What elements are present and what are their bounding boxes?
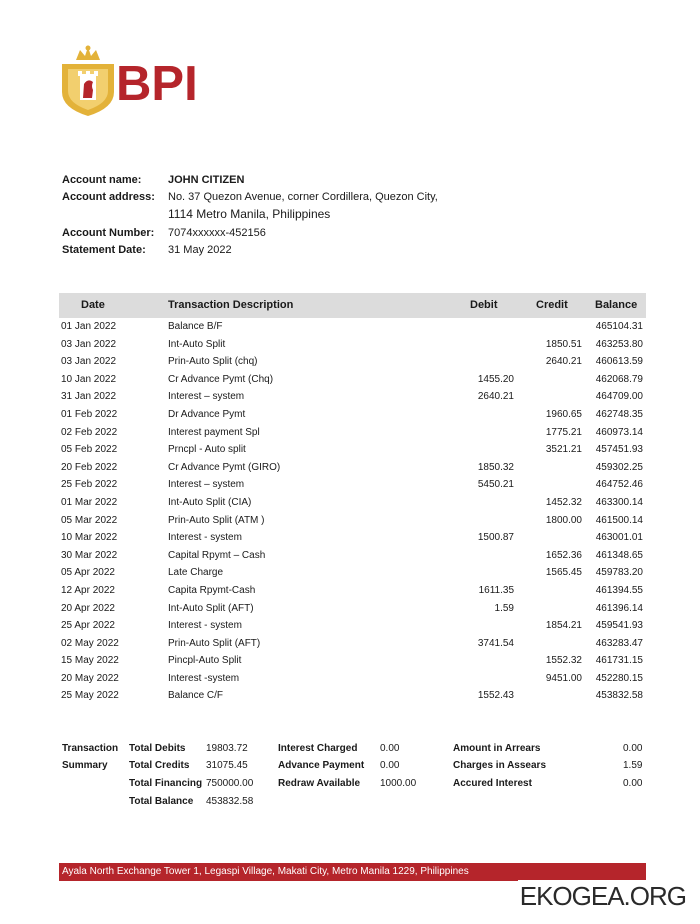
row-balance: 463001.01 bbox=[595, 532, 643, 544]
table-row bbox=[59, 687, 646, 705]
row-credit: 3521.21 bbox=[545, 444, 582, 456]
row-credit: 1800.00 bbox=[545, 514, 582, 526]
table-row bbox=[59, 424, 646, 442]
account-number-label: Account Number: bbox=[62, 227, 155, 239]
row-description: Cr Advance Pymt (GIRO) bbox=[168, 461, 281, 473]
table-row bbox=[59, 459, 646, 477]
table-row bbox=[59, 512, 646, 530]
watermark: EKOGEA.ORG bbox=[519, 881, 686, 911]
row-date: 01 Feb 2022 bbox=[61, 408, 118, 420]
table-row bbox=[59, 635, 646, 653]
row-balance: 465104.31 bbox=[595, 321, 643, 332]
amount-in-arrears-value: 0.00 bbox=[623, 743, 643, 754]
header-description: Transaction Description bbox=[168, 299, 294, 311]
row-date: 02 May 2022 bbox=[61, 637, 119, 649]
row-balance: 463253.80 bbox=[595, 338, 643, 350]
redraw-available-value: 1000.00 bbox=[380, 778, 417, 789]
table-row bbox=[59, 564, 646, 582]
advance-payment-value: 0.00 bbox=[380, 760, 400, 771]
row-credit: 9451.00 bbox=[545, 672, 582, 684]
row-credit: 1850.51 bbox=[545, 338, 582, 350]
row-date: 05 Feb 2022 bbox=[61, 444, 118, 456]
interest-charged-label: Interest Charged bbox=[278, 743, 358, 754]
row-date: 31 Jan 2022 bbox=[61, 391, 117, 403]
total-credits-label: Total Credits bbox=[129, 760, 190, 771]
row-balance: 461394.55 bbox=[595, 584, 643, 596]
row-debit: 1.59 bbox=[494, 602, 514, 614]
row-date: 20 May 2022 bbox=[61, 672, 119, 684]
row-date: 25 May 2022 bbox=[61, 690, 119, 702]
row-balance: 459783.20 bbox=[595, 567, 643, 579]
row-description: Pincpl-Auto Split bbox=[168, 655, 242, 667]
total-financing-value: 750000.00 bbox=[206, 778, 254, 789]
statement-date: 31 May 2022 bbox=[168, 244, 232, 256]
table-row bbox=[59, 494, 646, 512]
row-description: Int-Auto Split (CIA) bbox=[168, 496, 252, 508]
row-balance: 453832.58 bbox=[595, 690, 643, 702]
row-date: 10 Jan 2022 bbox=[61, 373, 117, 385]
row-date: 10 Mar 2022 bbox=[61, 532, 118, 544]
row-date: 25 Apr 2022 bbox=[61, 620, 115, 632]
row-balance: 460613.59 bbox=[595, 356, 643, 368]
row-description: Interest – system bbox=[168, 391, 245, 403]
accured-interest-label: Accured Interest bbox=[453, 778, 532, 789]
row-description: Int-Auto Split (AFT) bbox=[168, 602, 254, 614]
row-credit: 1854.21 bbox=[545, 620, 582, 632]
row-debit: 1455.20 bbox=[477, 373, 514, 385]
row-date: 30 Mar 2022 bbox=[61, 549, 118, 561]
row-balance: 463300.14 bbox=[595, 496, 643, 508]
row-balance: 457451.93 bbox=[595, 444, 643, 456]
row-balance: 461731.15 bbox=[595, 655, 643, 667]
row-credit: 1652.36 bbox=[545, 549, 582, 561]
row-date: 03 Jan 2022 bbox=[61, 338, 117, 350]
total-balance-value: 453832.58 bbox=[206, 796, 254, 807]
table-row bbox=[59, 441, 646, 459]
row-date: 20 Apr 2022 bbox=[61, 602, 115, 614]
amount-in-arrears-label: Amount in Arrears bbox=[453, 743, 541, 754]
total-financing-label: Total Financing bbox=[129, 778, 203, 789]
row-balance: 462068.79 bbox=[595, 373, 643, 385]
table-row bbox=[59, 529, 646, 547]
row-credit: 2640.21 bbox=[545, 356, 582, 368]
row-credit: 1452.32 bbox=[545, 496, 582, 508]
brand-name: BPI bbox=[116, 57, 198, 111]
table-row bbox=[59, 582, 646, 600]
row-balance: 459302.25 bbox=[595, 461, 643, 473]
table-row bbox=[59, 388, 646, 406]
row-description: Interest - system bbox=[168, 532, 242, 544]
table-row bbox=[59, 353, 646, 371]
row-description: Interest – system bbox=[168, 479, 245, 491]
table-row bbox=[59, 336, 646, 354]
row-date: 01 Jan 2022 bbox=[61, 321, 117, 332]
row-balance: 462748.35 bbox=[595, 408, 643, 420]
row-date: 02 Feb 2022 bbox=[61, 426, 118, 438]
row-balance: 460973.14 bbox=[595, 426, 643, 438]
bpi-crest-icon bbox=[58, 44, 118, 118]
account-address-line2: 1114 Metro Manila, Philippines bbox=[168, 207, 331, 221]
table-row bbox=[59, 547, 646, 565]
row-date: 12 Apr 2022 bbox=[61, 584, 115, 596]
table-row bbox=[59, 371, 646, 389]
row-description: Prin-Auto Split (AFT) bbox=[168, 637, 261, 649]
row-debit: 1552.43 bbox=[477, 690, 514, 702]
table-row bbox=[59, 406, 646, 424]
header-debit: Debit bbox=[470, 299, 498, 311]
row-debit: 3741.54 bbox=[477, 637, 514, 649]
row-debit: 2640.21 bbox=[477, 391, 514, 403]
table-row bbox=[59, 600, 646, 618]
row-date: 05 Mar 2022 bbox=[61, 514, 118, 526]
row-date: 01 Mar 2022 bbox=[61, 496, 118, 508]
row-description: Balance C/F bbox=[168, 690, 224, 702]
summary-title-line1: Transaction bbox=[62, 743, 119, 754]
account-name-label: Account name: bbox=[62, 174, 142, 186]
header-date: Date bbox=[81, 299, 105, 311]
row-balance: 452280.15 bbox=[595, 672, 643, 684]
total-credits-value: 31075.45 bbox=[206, 760, 248, 771]
row-balance: 464709.00 bbox=[595, 391, 643, 403]
table-row bbox=[59, 670, 646, 688]
row-date: 03 Jan 2022 bbox=[61, 356, 117, 368]
interest-charged-value: 0.00 bbox=[380, 743, 400, 754]
row-date: 20 Feb 2022 bbox=[61, 461, 118, 473]
header-credit: Credit bbox=[536, 299, 568, 311]
account-address-line1: No. 37 Quezon Avenue, corner Cordillera, Quezon City, bbox=[168, 191, 438, 203]
row-description: Cr Advance Pymt (Chq) bbox=[168, 373, 274, 385]
total-debits-value: 19803.72 bbox=[206, 743, 248, 754]
row-date: 05 Apr 2022 bbox=[61, 567, 115, 579]
table-row bbox=[59, 617, 646, 635]
transactions-table bbox=[59, 318, 646, 705]
statement-date-label: Statement Date: bbox=[62, 244, 146, 256]
account-address-label: Account address: bbox=[62, 191, 155, 203]
row-description: Balance B/F bbox=[168, 321, 223, 332]
redraw-available-label: Redraw Available bbox=[278, 778, 361, 789]
header-balance: Balance bbox=[595, 299, 638, 311]
row-description: Interest -system bbox=[168, 672, 240, 684]
total-debits-label: Total Debits bbox=[129, 743, 186, 754]
row-description: Prin-Auto Split (chq) bbox=[168, 356, 258, 368]
row-balance: 461500.14 bbox=[595, 514, 643, 526]
account-number: 7074xxxxxx-452156 bbox=[168, 227, 266, 239]
row-date: 15 May 2022 bbox=[61, 655, 119, 667]
summary-title-line2: Summary bbox=[62, 760, 108, 771]
footer-address: Ayala North Exchange Tower 1, Legaspi Village, Makati City, Metro Manila 1229, Philippines bbox=[62, 866, 469, 877]
row-balance: 461348.65 bbox=[595, 549, 643, 561]
row-balance: 464752.46 bbox=[595, 479, 643, 491]
row-debit: 1611.35 bbox=[478, 584, 514, 596]
charges-in-arrears-label: Charges in Assears bbox=[453, 760, 547, 771]
row-balance: 463283.47 bbox=[595, 637, 643, 649]
row-description: Prncpl - Auto split bbox=[168, 444, 246, 456]
row-description: Prin-Auto Split (ATM ) bbox=[168, 514, 265, 526]
row-credit: 1960.65 bbox=[545, 408, 582, 420]
table-row bbox=[59, 476, 646, 494]
row-description: Capita Rpymt-Cash bbox=[168, 584, 256, 596]
row-debit: 1500.87 bbox=[477, 532, 514, 544]
row-balance: 461396.14 bbox=[595, 602, 643, 614]
charges-in-arrears-value: 1.59 bbox=[623, 760, 643, 771]
row-description: Interest payment Spl bbox=[168, 426, 260, 438]
accured-interest-value: 0.00 bbox=[623, 778, 643, 789]
row-date: 25 Feb 2022 bbox=[61, 479, 118, 491]
row-debit: 1850.32 bbox=[477, 461, 514, 473]
transactions-header bbox=[59, 293, 646, 318]
row-credit: 1775.21 bbox=[545, 426, 582, 438]
row-credit: 1552.32 bbox=[545, 655, 582, 667]
row-description: Interest - system bbox=[168, 620, 242, 632]
account-name: JOHN CITIZEN bbox=[168, 174, 245, 186]
row-description: Int-Auto Split bbox=[168, 338, 226, 350]
advance-payment-label: Advance Payment bbox=[278, 760, 365, 771]
table-row bbox=[59, 652, 646, 670]
row-credit: 1565.45 bbox=[545, 567, 582, 579]
footer-bar bbox=[59, 863, 646, 881]
total-balance-label: Total Balance bbox=[129, 796, 194, 807]
row-description: Late Charge bbox=[168, 567, 224, 579]
row-balance: 459541.93 bbox=[595, 620, 643, 632]
table-row bbox=[59, 318, 646, 336]
row-description: Capital Rpymt – Cash bbox=[168, 549, 266, 561]
row-description: Dr Advance Pymt bbox=[168, 408, 246, 420]
row-debit: 5450.21 bbox=[477, 479, 514, 491]
